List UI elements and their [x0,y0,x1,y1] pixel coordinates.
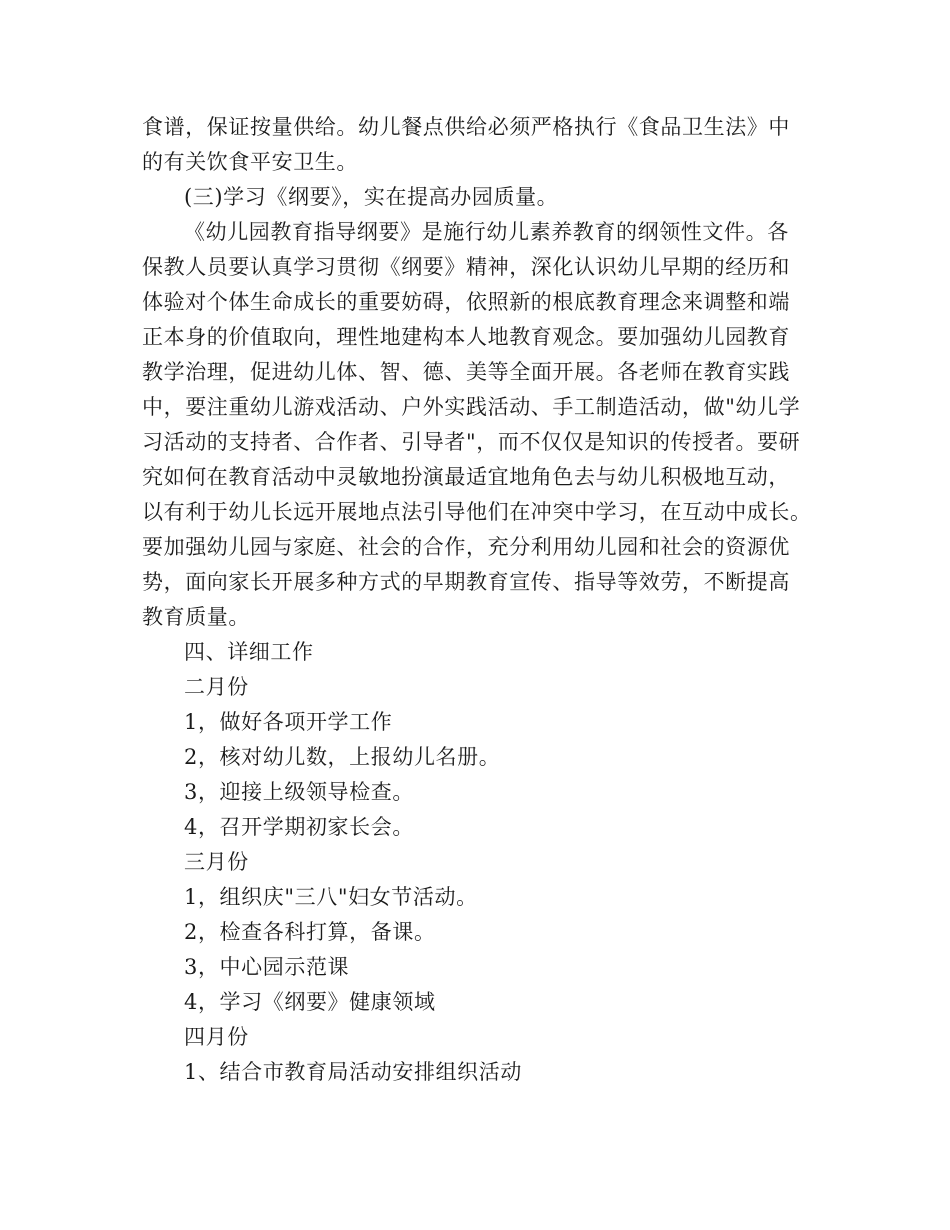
text-line: 教学治理，促进幼儿体、智、德、美等全面开展。各老师在教育实践 [142,360,790,384]
text-line: 要加强幼儿园与家庭、社会的合作，充分利用幼儿园和社会的资源优 [142,535,790,559]
month-heading: 四月份 [184,1025,249,1049]
list-item: 3，迎接上级领导检查。 [184,780,414,804]
list-item: 1，做好各项开学工作 [184,710,393,734]
section-heading: 四、详细工作 [184,640,314,664]
text-line: 保教人员要认真学习贯彻《纲要》精神，深化认识幼儿早期的经历和 [142,255,790,279]
text-line: 正本身的价值取向，理性地建构本人地教育观念。要加强幼儿园教育 [142,325,790,349]
month-heading: 三月份 [184,850,249,874]
text-line: 教育质量。 [142,605,250,629]
list-item: 4，召开学期初家长会。 [184,815,414,839]
list-item: 3，中心园示范课 [184,955,350,979]
text-line: 体验对个体生命成长的重要妨碍，依照新的根底教育理念来调整和端 [142,290,790,314]
list-item: 1、结合市教育局活动安排组织活动 [184,1060,522,1084]
text-line: 中，要注重幼儿游戏活动、户外实践活动、手工制造活动，做"幼儿学 [142,395,801,419]
section-heading: (三)学习《纲要》，实在提高办园质量。 [184,185,559,209]
list-item: 1，组织庆"三八"妇女节活动。 [184,885,478,909]
list-item: 4，学习《纲要》健康领域 [184,990,436,1014]
list-item: 2，核对幼儿数，上报幼儿名册。 [184,745,501,769]
paragraph-start: 《幼儿园教育指导纲要》是施行幼儿素养教育的纲领性文件。各 [184,220,789,244]
text-line: 的有关饮食平安卫生。 [142,150,358,174]
document-page [142,110,822,1090]
text-line: 以有利于幼儿长远开展地点法引导他们在冲突中学习，在互动中成长。 [142,500,812,524]
text-line: 势，面向家长开展多种方式的早期教育宣传、指导等效劳，不断提高 [142,570,790,594]
text-line: 习活动的支持者、合作者、引导者"，而不仅仅是知识的传授者。要研 [142,430,801,454]
text-line: 食谱，保证按量供给。幼儿餐点供给必须严格执行《食品卫生法》中 [142,115,790,139]
month-heading: 二月份 [184,675,249,699]
list-item: 2，检查各科打算，备课。 [184,920,436,944]
text-line: 究如何在教育活动中灵敏地扮演最适宜地角色去与幼儿积极地互动， [142,465,790,489]
